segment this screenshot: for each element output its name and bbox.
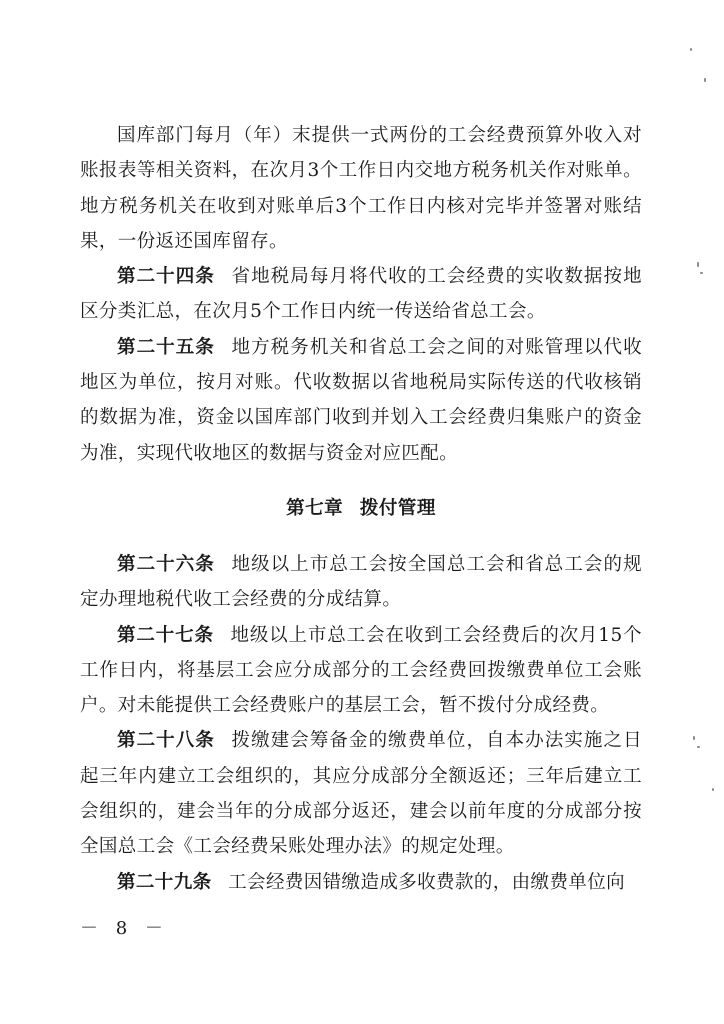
- article-28: [80, 723, 642, 864]
- article-label: 第二十四条: [117, 266, 215, 288]
- paragraph-text: 国库部门每月（年）末提供一式两份的工会经费预算外收入对账报表等相关资料，在次月3个工作日内交地方税务机关作对账单。地方税务机关在收到对账单后3个工作日内核对完毕并签署对账结果，一份返还国库留存。: [80, 125, 642, 252]
- scan-speck: [697, 746, 700, 748]
- article-label: 第二十八条: [117, 730, 215, 752]
- article-27: [80, 618, 642, 724]
- article-label: 第二十六条: [117, 553, 215, 575]
- page-body: [80, 118, 642, 900]
- article-25: [80, 330, 642, 471]
- article-label: 第二十九条: [117, 871, 212, 893]
- article-text: 地级以上市总工会在收到工会经费后的次月15个工作日内，将基层工会应分成部分的工会经费回拨缴费单位工会账户。对未能提供工会经费账户的基层工会，暂不拨付分成经费。: [80, 624, 642, 717]
- scan-speck: [693, 736, 695, 740]
- scan-speck: [712, 788, 714, 791]
- article-text: 省地税局每月将代收的工会经费的实收数据按地区分类汇总，在次月5个工作日内统一传送给省总工会。: [80, 266, 642, 323]
- page-number: － 8 －: [80, 918, 169, 939]
- scan-speck: [697, 262, 699, 267]
- article-text: 工会经费因错缴造成多收费款的，由缴费单位向: [228, 871, 626, 893]
- chapter-number: 第七章: [286, 497, 344, 519]
- article-text: 地方税务机关和省总工会之间的对账管理以代收地区为单位，按月对账。代收数据以省地税局实际传送的代收核销的数据为准，资金以国库部门收到并划入工会经费归集账户的资金为准，实现代收地区的数据与资金对应匹配。: [80, 336, 642, 464]
- article-label: 第二十五条: [117, 336, 215, 358]
- scan-speck: [700, 272, 703, 274]
- article-label: 第二十七条: [117, 624, 214, 646]
- article-text: 拨缴建会筹备金的缴费单位，自本办法实施之日起三年内建立工会组织的，其应分成部分全额返还；三年后建立工会组织的，建会当年的分成部分返还，建会以前年度的分成部分按全国总工会《工会经费呆账处理办法》的规定处理。: [80, 730, 642, 858]
- chapter-heading: [80, 494, 642, 524]
- article-text: 地级以上市总工会按全国总工会和省总工会的规定办理地税代收工会经费的分成结算。: [80, 553, 642, 611]
- chapter-title: 拨付管理: [359, 497, 436, 519]
- article-29: [80, 865, 642, 900]
- scan-speck: [690, 48, 692, 51]
- paragraph-reconciliation-report: [80, 118, 642, 259]
- article-24: [80, 259, 642, 330]
- article-26: [80, 547, 642, 618]
- scan-speck: [704, 78, 706, 82]
